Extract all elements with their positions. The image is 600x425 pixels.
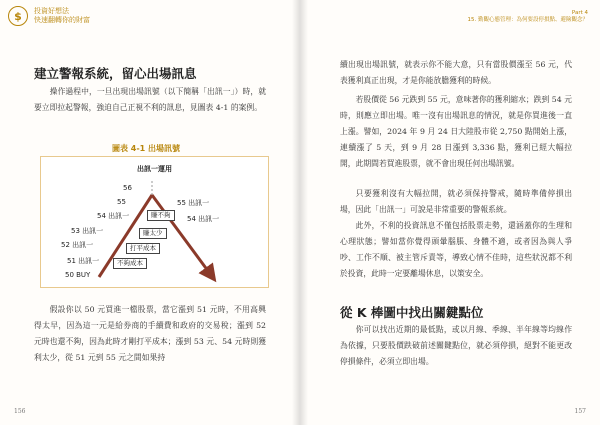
price-label-56: 56 — [123, 184, 132, 192]
right-page — [300, 0, 600, 425]
price-label-55: 55 — [117, 198, 126, 206]
tag-too-little: 賺太少 — [139, 228, 167, 239]
series-line1: 投資好想法 — [34, 7, 69, 15]
section-heading: 建立警報系統，留心出場訊息 — [34, 66, 197, 81]
price-label-52: 52 出訊一 — [61, 241, 94, 249]
section-heading-2: 從 K 棒圖中找出關鍵點位 — [340, 305, 484, 320]
price-label-right-54: 54 出訊一 — [187, 215, 220, 223]
figure-exit-signal — [40, 156, 269, 288]
figure-caption: 圖表 4-1 出場訊號 — [112, 144, 181, 153]
price-label-51: 51 出訊一 — [67, 257, 100, 265]
peak-label: 出訊一運用 — [137, 165, 172, 173]
book-gutter — [292, 0, 308, 425]
series-logo-icon: $ — [8, 6, 28, 26]
right-paragraph-3: 只要獲利沒有大幅拉開，就必須保持警戒，隨時準備停損出場，因此「出訊一」可說是非常重要的警報系統。 — [340, 189, 572, 214]
page-number-left: 156 — [14, 408, 26, 415]
chapter-part: Part 4 — [571, 10, 588, 16]
page-number-right: 157 — [574, 408, 586, 415]
chapter-header — [468, 10, 589, 24]
price-label-53: 53 出訊一 — [71, 227, 104, 235]
series-line2: 快速翻轉你的財富 — [34, 16, 90, 24]
tag-below-cost: 不夠成本 — [113, 258, 147, 269]
price-label-right-55: 55 出訊一 — [177, 199, 210, 207]
right-paragraph-5: 你可以找出近期的最低點，或以月線、季線、半年線等均線作為依據，只要股價跌破前述關鍵點位，就必須停損，絕對不能更改停損條件，必須立即出場。 — [340, 325, 572, 366]
price-label-50-buy: 50 BUY — [65, 271, 91, 279]
series-header — [8, 6, 90, 26]
tag-not-enough: 賺不夠 — [147, 210, 175, 221]
right-paragraph-1: 續出現出場訊號，就表示你不能大意，只有當股價漲至 56 元，代表獲利真正出現，才是你能放膽獲利的時候。 — [340, 60, 572, 85]
right-paragraph-2: 若股價從 56 元跌到 55 元，意味著你的獲利縮水；跌到 54 元時，則應立即出場。唯一沒有出場訊息的情況，就是你買進後一直上漲。譬如，2024 年 9 月 24 日大陸股市從 2,750 點開始上漲，連續漲了 5 天，到 9 月 28 日漲到 3,336 點，獲利已經大幅拉開，此期間若買進股票，就不會出現任何出場訊號。 — [340, 95, 572, 168]
chapter-title: 15. 勤觀心態管理：為何要設停損點、避險觀念？ — [467, 17, 588, 23]
tag-break-even: 打平成本 — [126, 243, 160, 254]
price-label-54: 54 出訊一 — [97, 212, 130, 220]
figure-chart — [41, 157, 268, 287]
left-paragraph-2: 假設你以 50 元買進一檔股票，當它漲到 51 元時，不用高興得太早，因為這一元是給券商的手續費和政府的交易稅；漲到 52 元時也還不夠，因為此時才剛打平成本；漲到 53 元、54 元時則獲利太少，從 51 元到 55 元之間如果持 — [34, 305, 266, 362]
left-paragraph-1: 操作過程中，一旦出現出場訊號（以下簡稱「出訊一」）時，就要立即拉起警報，強迫自己正視不利的訊息，見圖表 4-1 的案例。 — [34, 87, 266, 112]
right-paragraph-4: 此外，不利的投資訊息不僅包括股票走勢，還涵蓋你的生理和心理狀態；譬如當你覺得頭暈腦脹、身體不適，或者因為與人爭吵、工作不順、被主管斥責等，導致心情不佳時，這些狀況都不利於投資，此時一定要離場休息，以策安全。 — [340, 221, 572, 278]
